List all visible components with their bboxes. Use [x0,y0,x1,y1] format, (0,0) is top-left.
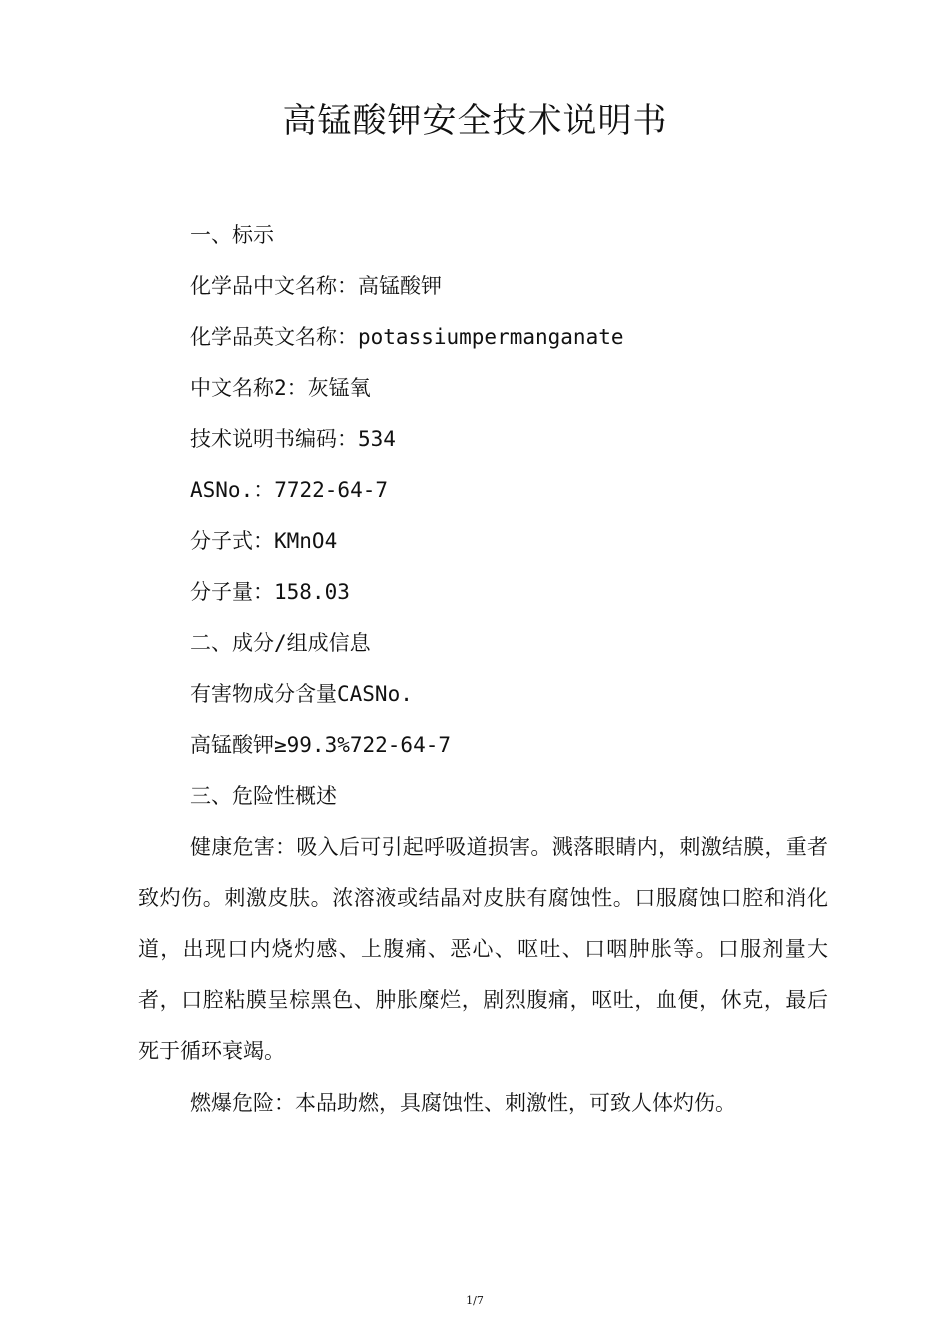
cas-number: ASNo.：7722-64-7 [190,478,389,502]
document-title: 高锰酸钾安全技术说明书 [282,101,668,141]
chemical-chinese-name: 化学品中文名称：高锰酸钾 [190,274,442,298]
components-header: 有害物成分含量CASNo. [190,682,413,706]
molecular-formula: 分子式：KMnO4 [190,529,338,553]
molecular-weight: 分子量：158.03 [190,580,350,604]
section-heading-composition: 二、成分/组成信息 [190,631,371,655]
health-hazard-paragraph: 健康危害：吸入后可引起呼吸道损害。溅落眼睛内，刺激结膜，重者致灼伤。刺激皮肤。浓溶液或结晶对皮肤有腐蚀性。口服腐蚀口腔和消化道，出现口内烧灼感、上腹痛、恶心、呕吐、口咽肿胀等。口服剂量大者，口腔粘膜呈棕黑色、肿胀糜烂，剧烈腹痛，呕吐，血便，休克，最后死于循环衰竭。 [138,835,828,1063]
spec-code: 技术说明书编码：534 [190,427,396,451]
section-heading-identification: 一、标示 [190,223,274,247]
chemical-chinese-name-2: 中文名称2：灰锰氧 [190,376,371,400]
chemical-english-name: 化学品英文名称：potassiumpermanganate [190,325,624,349]
fire-hazard-paragraph: 燃爆危险：本品助燃，具腐蚀性、刺激性，可致人体灼伤。 [190,1091,736,1115]
components-row: 高锰酸钾≥99.3%722-64-7 [190,733,452,757]
section-heading-hazards: 三、危险性概述 [190,784,337,808]
page-number: 1/7 [466,1294,484,1307]
